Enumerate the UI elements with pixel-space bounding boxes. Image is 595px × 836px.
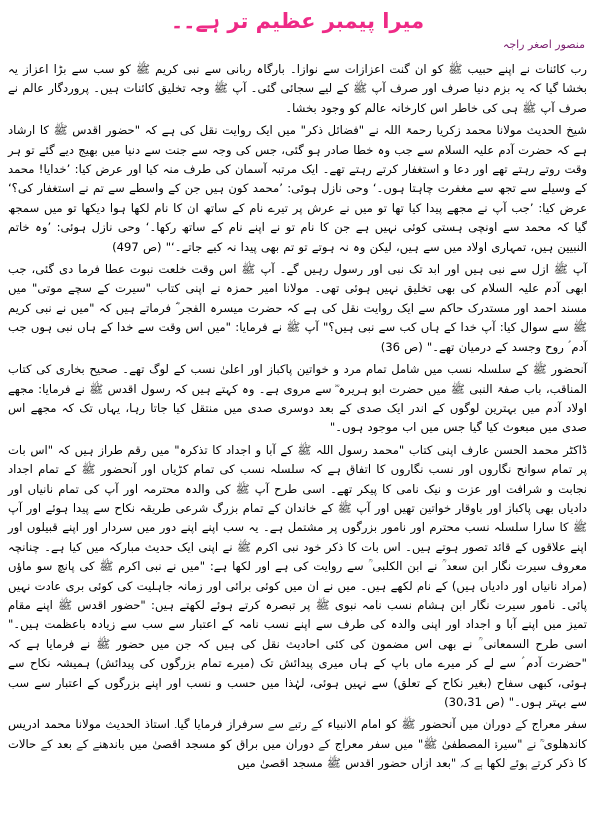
paragraph-6: سفر معراج کے دوران میں آنحضور ﷺ کو امام الانبیاء کے رتبے سے سرفراز فرمایا گیا۔ استاذ الحدیث مولانا محمد ادریس کاندھلوی ؒ نے "سیرۃ المصطفیٰ ﷺ" میں سفر معراج کے دوران میں براق کو مسجد اقصیٰ میں باندھنے کے بعد کے حالات کا ذکر کرتے ہوئے لکھا ہے کہ "بعد ازاں حضور اقدس ﷺ مسجد اقصیٰ میں [8, 717, 587, 771]
paragraph-1: رب کائنات نے اپنے حبیب ﷺ کو ان گنت اعزازات سے نوازا۔ بارگاہ ربانی سے نبی کریم ﷺ کو سب سے بڑا اعزاز یہ بخشا گیا کہ یہ بزم دنیا صرف اور صرف آپ ﷺ کے لیے سجائی گئی۔ آپ ﷺ وجہ تخلیق کائنات ہیں۔ پروردگار عالم نے صرف آپ ﷺ ہی کی خاطر اس کارخانہ عالم کو وجود بخشا۔ [8, 62, 587, 115]
paragraph-4: آنحضور ﷺ کے سلسلہ نسب میں شامل تمام مرد و خواتین پاکباز اور اعلیٰ نسب کے لوگ تھے۔ صحیح بخاری کی کتاب المناقب، باب صفۃ النبی ﷺ میں حضرت ابو ہریرہ ؓ سے مروی ہے۔ وہ کہتے ہیں کہ رسول اقدس ﷺ نے فرمایا: مجھے اولاد آدم میں بہترین لوگوں کے اندر ایک صدی کے بعد دوسری صدی میں منتقل کیا جاتا رہا، یہاں تک کہ مجھے اس صدی میں مبعوث کیا گیا جس میں اب موجود ہوں۔" [8, 362, 587, 435]
paragraph-3: آپ ﷺ ازل سے نبی ہیں اور ابد تک نبی اور رسول رہیں گے۔ آپ ﷺ اس وقت خلعت نبوت عطا فرما دی گئی، جب ابھی آدم علیہ السلام کی بھی تخلیق نہیں ہوئی تھی۔ مولانا امیر حمزہ نے اپنی کتاب "سیرت کے سچے موتی" میں مسند احمد اور مستدرک حاکم سے ایک روایت نقل کی ہے کہ حضرت میسرہ الفجر ؓ فرماتے ہیں کہ "میں نے نبی کریم ﷺ سے سوال کیا: آپ خدا کے ہاں کب سے نبی ہیں؟" آپ ﷺ نے فرمایا: "میں اس وقت سے خدا کے ہاں نبی ہوں جب آدم ؑ روح وجسد کے درمیان تھے۔" (ص 36) [8, 262, 587, 354]
paragraph-2: شیخ الحدیث مولانا محمد زکریا رحمۃ اللہ نے "فضائل ذکر" میں ایک روایت نقل کی ہے کہ "حضور اقدس ﷺ کا ارشاد ہے کہ حضرت آدم علیہ السلام سے جب وہ خطا صادر ہو گئی، جس کی وجہ سے جنت سے دنیا میں بھیج دیے گئے تو ہر وقت روتے رہتے تھے اور دعا و استغفار کرتے رہتے تھے۔ ایک مرتبہ آسمان کی طرف منہ کیا اور عرض کیا: ’خدایا! محمد کے وسیلے سے تجھ سے مغفرت چاہتا ہوں۔‘ وحی نازل ہوئی: ’محمد کون ہیں جن کے واسطے سے تم نے استغفار کی؟‘ عرض کیا: ’جب آپ نے مجھے پیدا کیا تھا تو میں نے عرش پر تیرے نام کے ساتھ ان کا نام لکھا ہوا دیکھا تو میں سمجھ گیا کہ محمد سے اونچی ہستی کوئی نہیں ہے جن کا نام تو نے اپنے نام کے ساتھ رکھا۔‘ وحی نازل ہوئی: ’وہ خاتم النبیین ہیں، تمہاری اولاد میں سے ہیں، لیکن وہ نہ ہوتے تو تم بھی پیدا نہ کیے جاتے۔‘" (ص 497) [8, 123, 587, 254]
paragraph-5: ڈاکٹر محمد الحسن عارف اپنی کتاب "محمد رسول اللہ ﷺ کے آبا و اجداد کا تذکرہ" میں رقم طراز ہیں کہ "اس بات پر تمام سوانح نگاروں اور نسب نگاروں کا اتفاق ہے کہ سلسلہ نسب کی تمام کڑیاں اور آنحضور ﷺ کے تمام اجداد نجابت و شرافت اور عزت و نیک نامی کا پیکر تھے۔ اسی طرح آپ ﷺ کی والدہ محترمہ اور آپ کی تمام نانیاں اور دادیاں بھی پاکباز اور باوقار خواتین تھیں اور آپ ﷺ کے خاندان کے تمام بزرگ شرعی طریقہ نکاح سے پیدا ہوئے اور آپ ﷺ کا سارا سلسلہ نسب محترم اور نامور بزرگوں پر مشتمل ہے۔ یہ سب اپنے اپنے دور میں سردار اور اپنے قبیلوں اور اپنے علاقوں کے قائد تصور ہوتے ہیں۔ اس بات کا ذکر خود نبی اکرم ﷺ نے اپنی ایک حدیث مبارکہ میں کیا ہے۔ چنانچہ معروف سیرت نگار ابن سعد ؒ نے ابن الکلبی ؒ سے روایت کی ہے اور لکھا ہے: "میں نے نبی اکرم ﷺ کی پانچ سو ماؤں (مراد نانیاں اور دادیاں ہیں) کے نام لکھے ہیں۔ میں نے ان میں کوئی برائی اور زمانہ جاہلیت کی کوئی بری عادت نہیں پائی۔ نامور سیرت نگار ابن ہشام نسب نامہ نبوی ﷺ پر تبصرہ کرتے ہوئے لکھتے ہیں: "حضور اقدس ﷺ اپنے مقام تمیز میں اپنے آبا و اجداد اور اپنی والدہ کی طرف سے اپنے نسب نامہ کے اعتبار سے سب سے زیادہ باعظمت ہیں۔" اسی طرح السمعانی ؒ نے بھی اس مضمون کی کئی احادیث نقل کی ہیں کہ جن میں حضور ﷺ نے فرمایا ہے کہ "حضرت آدم ؑ سے لے کر میرے ماں باپ کے ہاں میری پیدائش تک (میرے تمام بزرگوں کی پیدائش) ہمیشہ نکاح سے ہوئی، کبھی سفاح (بغیر نکاح کے تعلق) سے نہیں ہوئی، لہٰذا میں حسب و نسب اور اپنے بزرگوں کے اعتبار سے سب سے بہتر ہوں۔" (ص 30،31) [8, 442, 587, 709]
author-name: منصور اصغر راجہ [502, 38, 585, 51]
article-title: میرا پیمبر عظیم تر ہے۔۔ [170, 9, 425, 33]
